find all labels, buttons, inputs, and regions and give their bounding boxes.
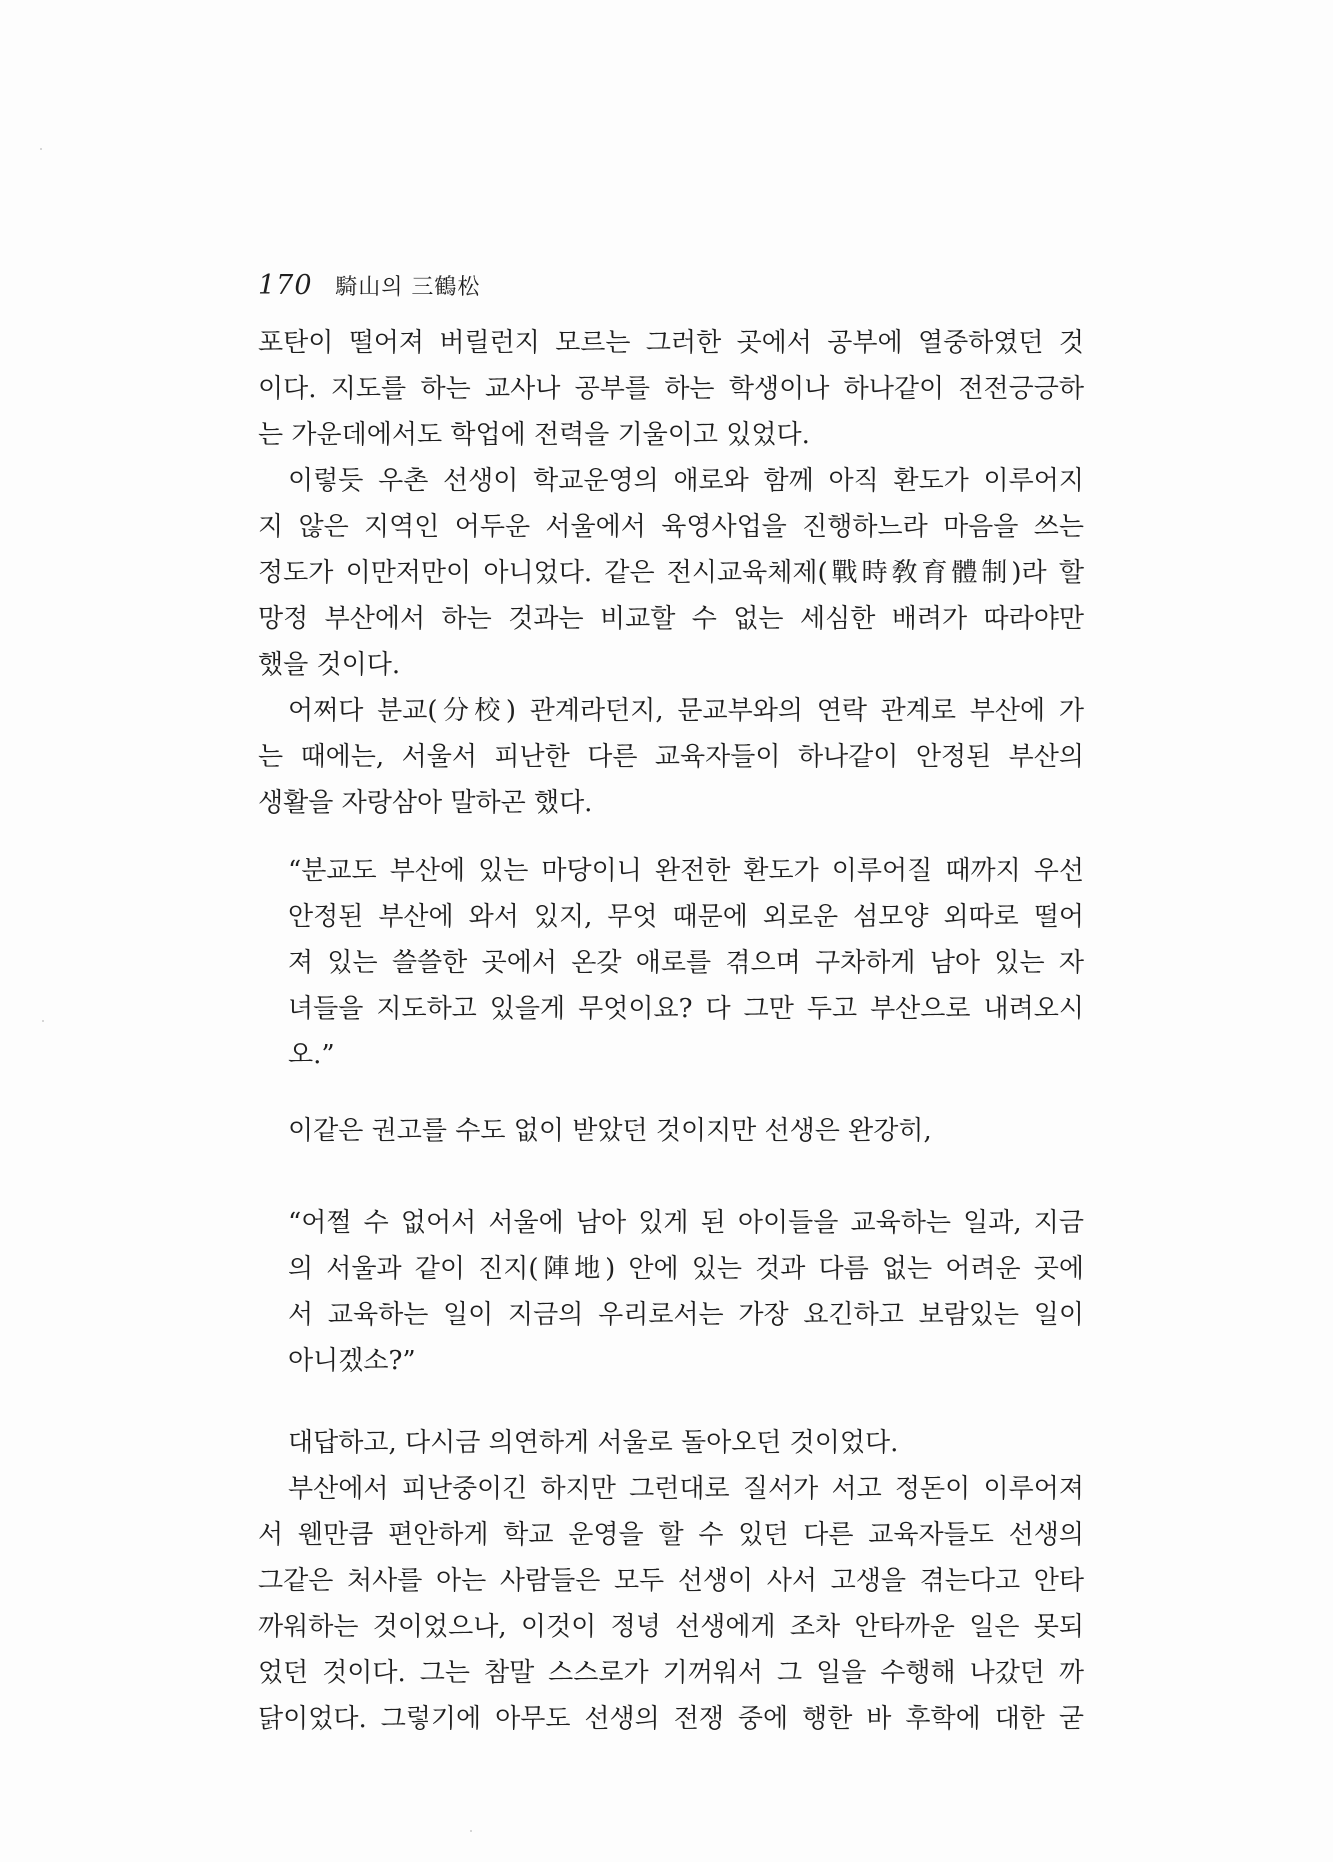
text-line: 지 않은 지역인 어두운 서울에서 육영사업을 진행하느라 마음을 쓰는 (258, 512, 1084, 542)
text-line: 포탄이 떨어져 버릴런지 모르는 그러한 곳에서 공부에 열중하였던 것 (258, 328, 1084, 358)
text-line: 망정 부산에서 하는 것과는 비교할 수 없는 세심한 배려가 따라야만 (258, 604, 1084, 634)
paragraph-6 (258, 1466, 1084, 1742)
text-line: 까워하는 것이었으나, 이것이 정녕 선생에게 조차 안타까운 일은 못되 (258, 1612, 1084, 1642)
paragraph-3 (258, 688, 1084, 826)
text-line: “분교도 부산에 있는 마당이니 완전한 환도가 이루어질 때까지 우선 (288, 856, 1084, 886)
text-line: 안정된 부산에 와서 있지, 무엇 때문에 외로운 섬모양 외따로 떨어 (288, 902, 1084, 932)
text-line: 서 교육하는 일이 지금의 우리로서는 가장 요긴하고 보람있는 일이 (288, 1300, 1084, 1330)
text-line: 대답하고, 다시금 의연하게 서울로 돌아오던 것이었다. (288, 1428, 899, 1458)
paragraph-4 (258, 1108, 1084, 1154)
text-line: 녀들을 지도하고 있을게 무엇이요? 다 그만 두고 부산으로 내려오시 (288, 994, 1084, 1024)
text-line: 이다. 지도를 하는 교사나 공부를 하는 학생이나 하나같이 전전긍긍하 (258, 374, 1084, 404)
text-line: “어쩔 수 없어서 서울에 남아 있게 된 아이들을 교육하는 일과, 지금 (288, 1208, 1084, 1238)
book-title: 騎山의 三鶴松 (335, 275, 481, 300)
quotation-2 (258, 1200, 1084, 1384)
running-head (258, 270, 480, 301)
text-line: 서 웬만큼 편안하게 학교 운영을 할 수 있던 다른 교육자들도 선생의 (258, 1520, 1084, 1550)
scan-speck (42, 1020, 44, 1022)
text-line: 는 가운데에서도 학업에 전력을 기울이고 있었다. (258, 420, 810, 450)
text-line: 었던 것이다. 그는 참말 스스로가 기꺼워서 그 일을 수행해 나갔던 까 (258, 1658, 1084, 1688)
text-line: 그같은 처사를 아는 사람들은 모두 선생이 사서 고생을 겪는다고 안타 (258, 1566, 1084, 1596)
text-line: 아니겠소?” (288, 1346, 416, 1376)
text-line: 는 때에는, 서울서 피난한 다른 교육자들이 하나같이 안정된 부산의 (258, 742, 1084, 772)
text-line: 이같은 권고를 수도 없이 받았던 것이지만 선생은 완강히, (288, 1116, 932, 1146)
text-line: 닭이었다. 그렇기에 아무도 선생의 전쟁 중에 행한 바 후학에 대한 굳 (258, 1704, 1084, 1734)
text-line: 생활을 자랑삼아 말하곤 했다. (258, 788, 593, 818)
text-line: 정도가 이만저만이 아니었다. 같은 전시교육체제(戰時敎育體制)라 할 (258, 558, 1084, 588)
quotation-1 (258, 848, 1084, 1078)
page-number: 170 (258, 270, 313, 301)
text-line: 오.” (288, 1040, 335, 1070)
scan-speck (40, 148, 42, 150)
text-line: 했을 것이다. (258, 650, 401, 680)
paragraph-5 (258, 1420, 1084, 1466)
paragraph-2 (258, 458, 1084, 688)
text-line: 져 있는 쓸쓸한 곳에서 온갖 애로를 겪으며 구차하게 남아 있는 자 (288, 948, 1084, 978)
text-line: 이렇듯 우촌 선생이 학교운영의 애로와 함께 아직 환도가 이루어지 (288, 466, 1084, 496)
text-line: 의 서울과 같이 진지(陣地) 안에 있는 것과 다름 없는 어려운 곳에 (288, 1254, 1084, 1284)
paragraph-1 (258, 320, 1084, 458)
text-line: 어쩌다 분교(分校) 관계라던지, 문교부와의 연락 관계로 부산에 가 (288, 696, 1084, 726)
scan-speck (470, 1830, 472, 1832)
text-line: 부산에서 피난중이긴 하지만 그런대로 질서가 서고 정돈이 이루어져 (288, 1474, 1084, 1504)
